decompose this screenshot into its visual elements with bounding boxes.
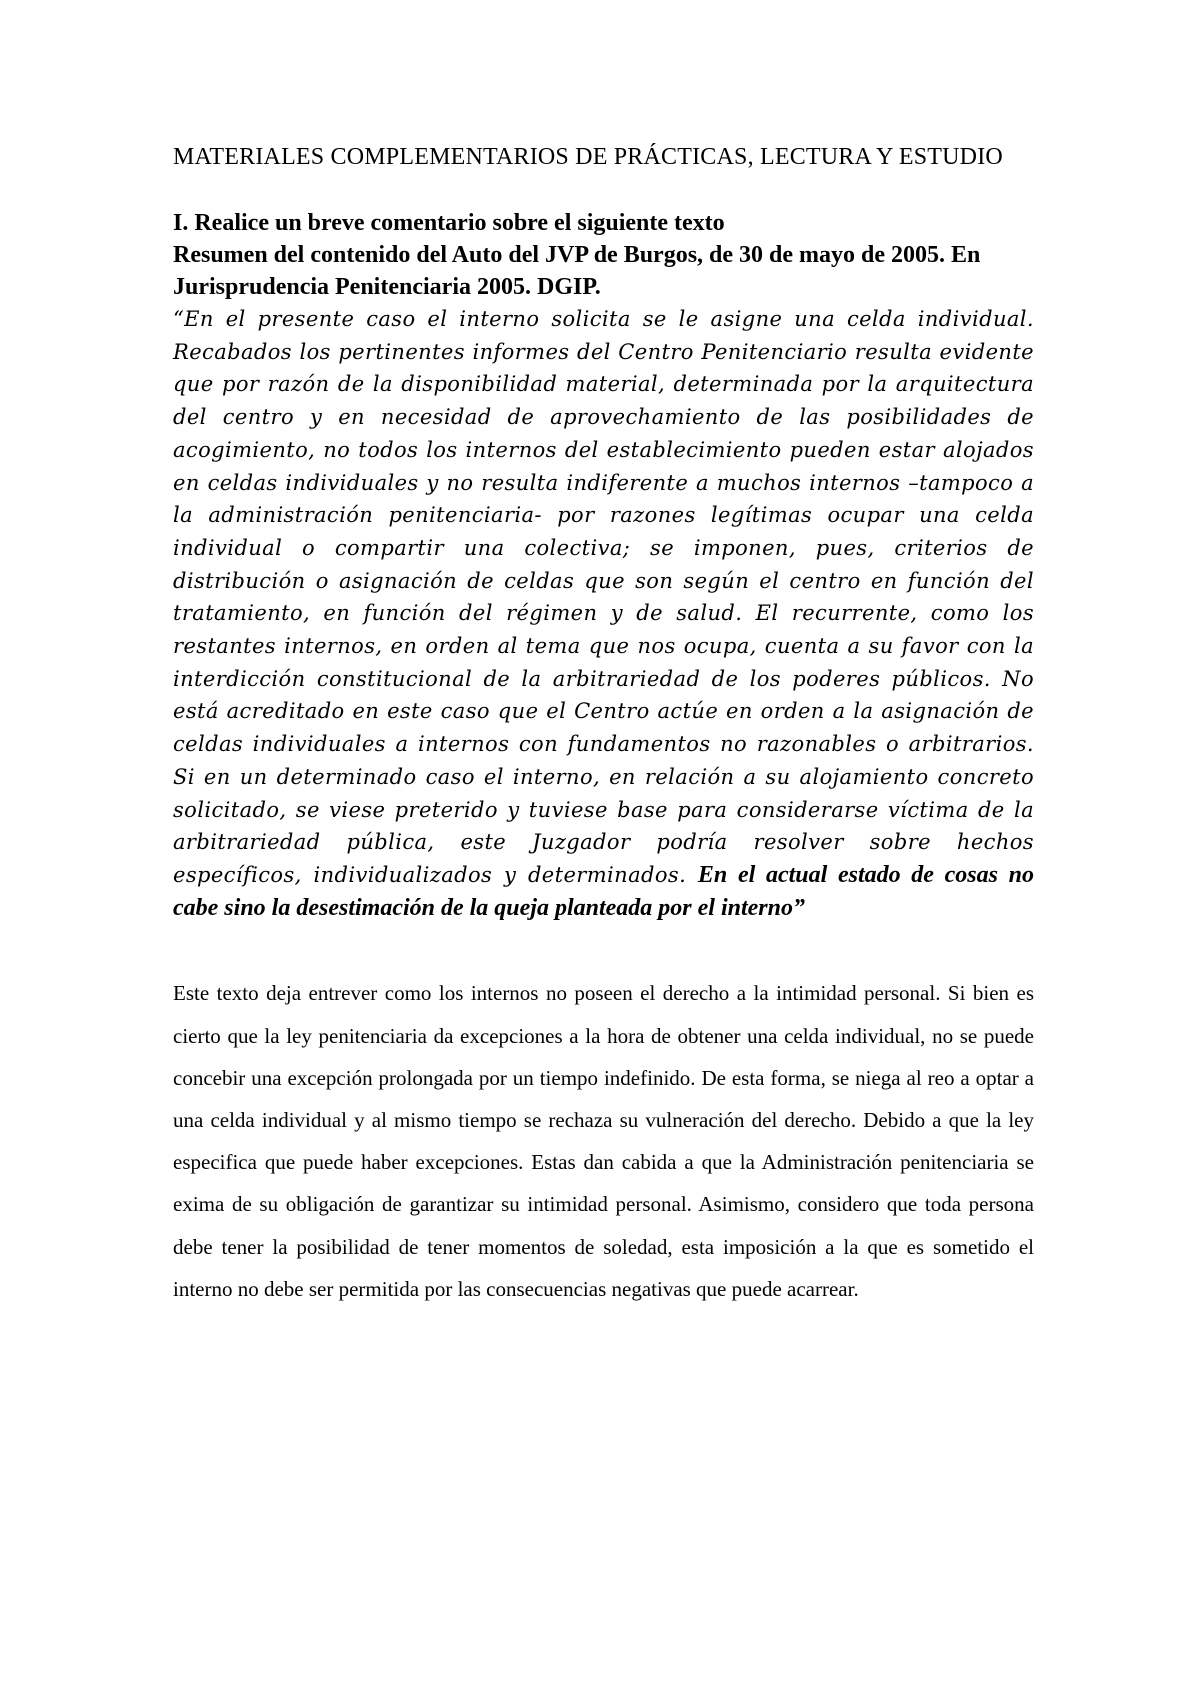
- exercise-heading: I. Realice un breve comentario sobre el siguiente texto: [173, 210, 725, 236]
- exercise-block: [173, 207, 1034, 924]
- source-heading: Resumen del contenido del Auto del JVP de Burgos, de 30 de mayo de 2005. En Jurisprudencia Penitenciaria 2005. DGIP.: [173, 242, 981, 300]
- document-title: MATERIALES COMPLEMENTARIOS DE PRÁCTICAS, LECTURA Y ESTUDIO: [173, 144, 1003, 170]
- document-page: [173, 140, 1034, 1310]
- quote-text: “En el presente caso el interno solicita se le asigne una celda individual. Recabados los pertinentes informes del Centro Penitenciario resulta evidente que por razón de la disponibilidad material, determinada por la arquitectura del centro y en necesidad de aprovechamiento de las posibilidades de acogimiento, no todos los internos del establecimiento pueden estar alojados en celdas individuales y no resulta indiferente a muchos internos –tampoco a la administración penitenciaria- por razones legítimas ocupar una celda individual o compartir una colectiva; se imponen, pues, criterios de distribución o asignación de celdas que son según el centro en función del tratamiento, en función del régimen y de salud. El recurrente, como los restantes internos, en orden al tema que nos ocupa, cuenta a su favor con la interdicción constitucional de la arbitrariedad de los poderes públicos. No está acreditado en este caso que el Centro actúe en orden a la asignación de celdas individuales a internos con fundamentos no razonables o arbitrarios. Si en un determinado caso el interno, en relación a su alojamiento concreto solicitado, se viese preterido y tuviese base para considerarse víctima de la arbitrariedad pública, este Juzgador podría resolver sobre hechos específicos, individualizados y determinados.: [173, 307, 1034, 887]
- quote-emphasis: En el actual estado de cosas no cabe sino la desestimación de la queja planteada por el interno”: [173, 861, 1034, 921]
- commentary-paragraph: Este texto deja entrever como los internos no poseen el derecho a la intimidad personal. Si bien es cierto que la ley penitenciaria da excepciones a la hora de obtener una celda individual, no se puede concebir una excepción prolongada por un tiempo indefinido. De esta forma, se niega al reo a optar a una celda individual y al mismo tiempo se rechaza su vulneración del derecho. Debido a que la ley especifica que puede haber excepciones. Estas dan cabida a que la Administración penitenciaria se exima de su obligación de garantizar su intimidad personal. Asimismo, considero que toda persona debe tener la posibilidad de tener momentos de soledad, esta imposición a la que es sometido el interno no debe ser permitida por las consecuencias negativas que puede acarrear.: [173, 981, 1034, 1301]
- court-quote: [173, 303, 1034, 924]
